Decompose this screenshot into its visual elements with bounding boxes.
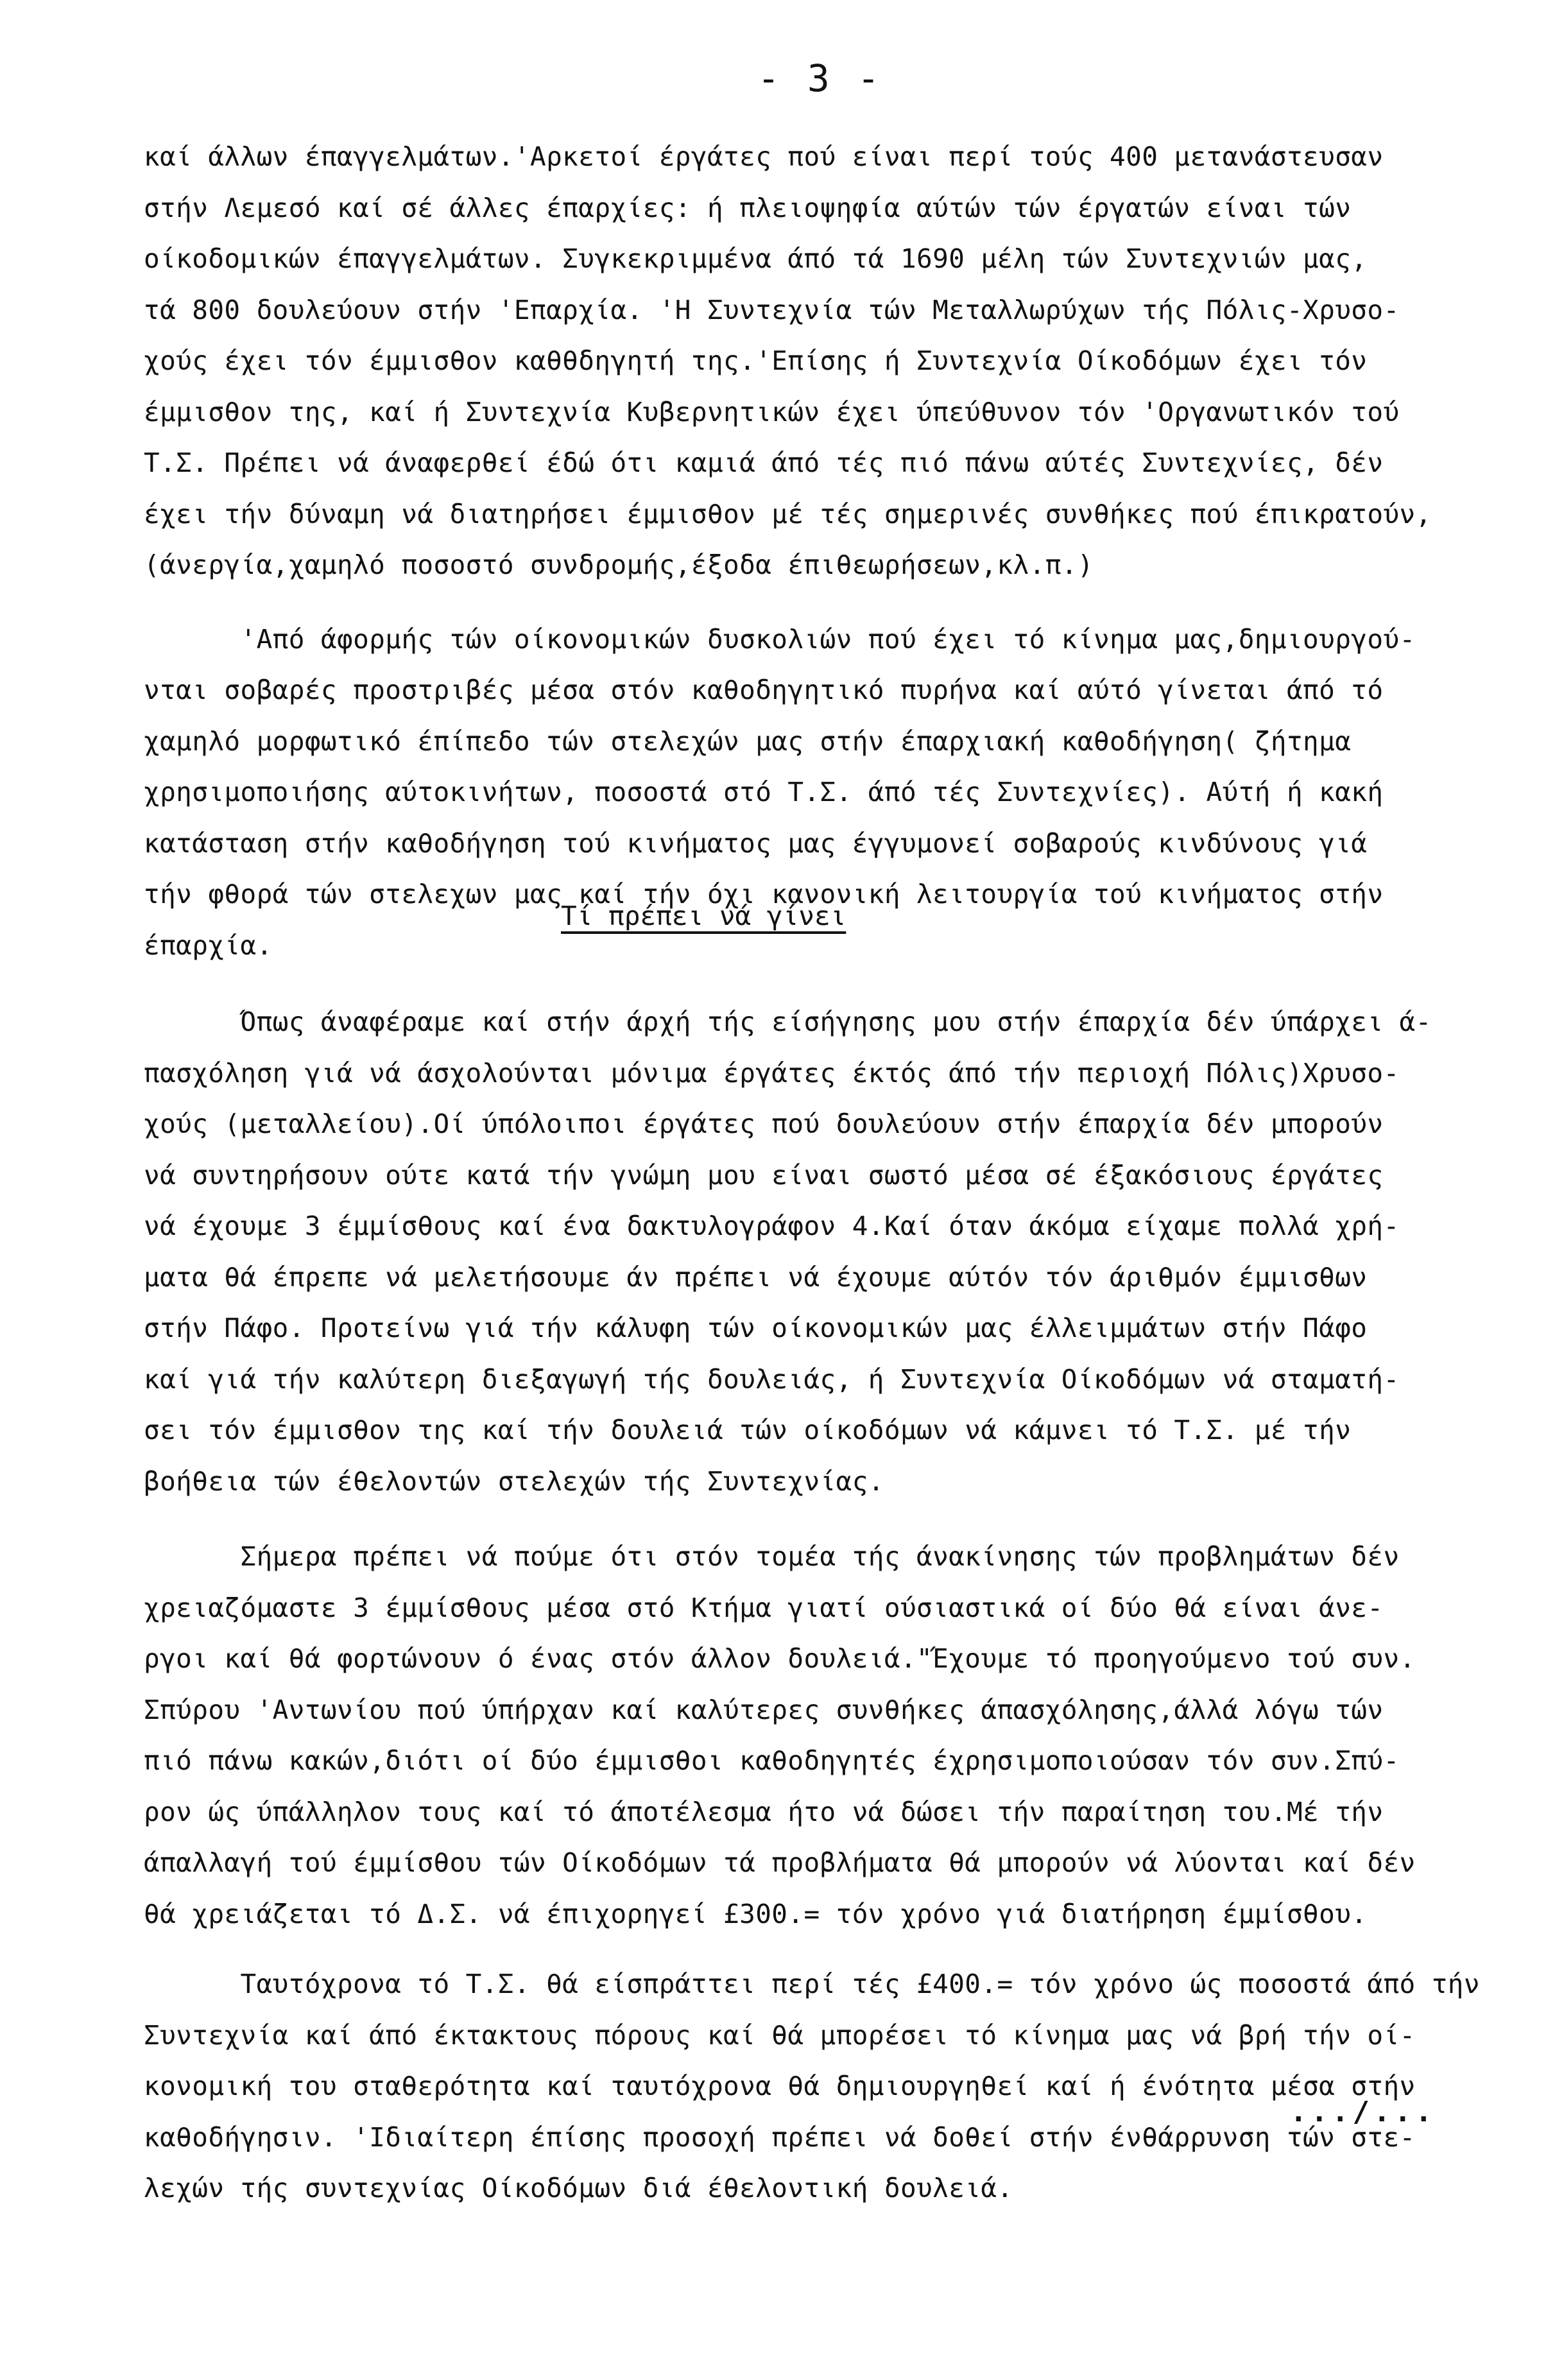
text-line: λεχών τής συντεχνίας Οίκοδόμων διά έθελοντική δουλειά. bbox=[144, 2173, 1013, 2203]
text-line: έπαρχία. bbox=[144, 929, 273, 961]
text-line: τά 800 δουλεύουν στήν 'Επαρχία. 'Η Συντεχνία τών Μεταλλωρύχων τής Πόλις-Χρυσο- bbox=[144, 294, 1400, 325]
continuation-mark: .../... bbox=[1290, 2096, 1436, 2128]
text-line: καθοδήγησιν. 'Ιδιαίτερη έπίσης προσοχή πρέπει νά δοθεί στήν ένθάρρυνση τών στε- bbox=[144, 2121, 1416, 2153]
text-line: ρον ώς ύπάλληλον τους καί τό άποτέλεσμα ήτο νά δώσει τήν παραίτηση του.Μέ τήν bbox=[144, 1796, 1384, 1827]
text-line: Συντεχνία καί άπό έκτακτους πόρους καί θά μπορέσει τό κίνημα μας νά βρή τήν οί- bbox=[144, 2019, 1416, 2051]
text-line: χρειαζόμαστε 3 έμμίσθους μέσα στό Κτήμα γιατί ούσιαστικά οί δύο θά είναι άνε- bbox=[144, 1592, 1384, 1623]
text-line: Ταυτόχρονα τό Τ.Σ. θά είσπράττει περί τές £400.= τόν χρόνο ώς ποσοστά άπό τήν bbox=[144, 1969, 1480, 1999]
text-line: καί γιά τήν καλύτερη διεξαγωγή τής δουλειάς, ή Συντεχνία Οίκοδόμων νά σταματή- bbox=[144, 1363, 1400, 1395]
text-line: χούς έχει τόν έμμισθον καθθδηγητή της.'Επίσης ή Συντεχνία Οίκοδόμων έχει τόν bbox=[144, 345, 1368, 376]
paragraph-5 bbox=[144, 1959, 1543, 2214]
text-line: έμμισθον της, καί ή Συντεχνία Κυβερνητικών έχει ύπεύθυνον τόν 'Οργανωτικόν τού bbox=[144, 396, 1400, 427]
text-line: κατάσταση στήν καθοδήγηση τού κινήματος μας έγγυμονεί σοβαρούς κινδύνους γιά bbox=[144, 827, 1368, 859]
text-line: ματα θά έπρεπε νά μελετήσουμε άν πρέπει νά έχουμε αύτόν τόν άριθμόν έμμισθων bbox=[144, 1261, 1368, 1293]
text-line: χαμηλό μορφωτικό έπίπεδο τών στελεχών μας στήν έπαρχιακή καθοδήγηση( ζήτημα bbox=[144, 725, 1352, 757]
page-number: - 3 - bbox=[757, 56, 882, 100]
text-line: Τ.Σ. Πρέπει νά άναφερθεί έδώ ότι καμιά άπό τές πιό πάνω αύτές Συντεχνίες, δέν bbox=[144, 447, 1384, 478]
text-line: τήν φθορά τών στελεχων μας καί τήν όχι κανονική λειτουργία τού κινήματος στήν bbox=[144, 879, 1384, 910]
text-line: χρησιμοποιήσης αύτοκινήτων, ποσοστά στό Τ.Σ. άπό τές Συντεχνίες). Αύτή ή κακή bbox=[144, 777, 1384, 807]
text-line: Σήμερα πρέπει νά πούμε ότι στόν τομέα τής άνακίνησης τών προβλημάτων δέν bbox=[144, 1541, 1400, 1572]
text-line: χούς (μεταλλείου).Οί ύπόλοιποι έργάτες πού δουλεύουν στήν έπαρχία δέν μπορούν bbox=[144, 1108, 1384, 1139]
text-line: Όπως άναφέραμε καί στήν άρχή τής είσήγησης μου στήν έπαρχία δέν ύπάρχει ά- bbox=[144, 1006, 1432, 1037]
text-line: πιό πάνω κακών,διότι οί δύο έμμισθοι καθοδηγητές έχρησιμοποιούσαν τόν συν.Σπύ- bbox=[144, 1745, 1400, 1776]
text-line: νται σοβαρές προστριβές μέσα στόν καθοδηγητικό πυρήνα καί αύτό γίνεται άπό τό bbox=[144, 675, 1384, 705]
text-line: οίκοδομικών έπαγγελμάτων. Συγκεκριμμένα άπό τά 1690 μέλη τών Συντεχνιών μας, bbox=[144, 243, 1368, 274]
text-line: κονομική του σταθερότητα καί ταυτόχρονα θά δημιουργηθεί καί ή ένότητα μέσα στήν bbox=[144, 2071, 1416, 2101]
text-line: στήν Λεμεσό καί σέ άλλες έπαρχίες: ή πλειοψηφία αύτών τών έργατών είναι τών bbox=[144, 192, 1352, 223]
section-heading: Τί πρέπει νά γίνει bbox=[561, 901, 846, 931]
paragraph-1 bbox=[144, 132, 1543, 591]
text-line: άπαλλαγή τού έμμίσθου τών Οίκοδόμων τά προβλήματα θά μπορούν νά λύονται καί δέν bbox=[144, 1847, 1416, 1878]
paragraph-3 bbox=[144, 997, 1543, 1507]
document-body bbox=[144, 132, 1543, 2214]
text-line: Σπύρου 'Αντωνίου πού ύπήρχαν καί καλύτερες συνθήκες άπασχόλησης,άλλά λόγω τών bbox=[144, 1694, 1384, 1725]
text-line: βοήθεια τών έθελοντών στελεχών τής Συντεχνίας. bbox=[144, 1465, 884, 1497]
text-line: ργοι καί θά φορτώνουν ό ένας στόν άλλον δουλειά."Έχουμε τό προηγούμενο τού συν. bbox=[144, 1643, 1416, 1674]
text-line: 'Από άφορμής τών οίκονομικών δυσκολιών πού έχει τό κίνημα μας,δημιουργού- bbox=[144, 623, 1416, 655]
text-line: νά έχουμε 3 έμμίσθους καί ένα δακτυλογράφον 4.Καί όταν άκόμα είχαμε πολλά χρή- bbox=[144, 1211, 1400, 1241]
text-line: νά συντηρήσουν ούτε κατά τήν γνώμη μου είναι σωστό μέσα σέ έξακόσιους έργάτες bbox=[144, 1159, 1384, 1191]
text-line: καί άλλων έπαγγελμάτων.'Αρκετοί έργάτες πού είναι περί τούς 400 μετανάστευσαν bbox=[144, 141, 1384, 172]
text-line: πασχόληση γιά νά άσχολούνται μόνιμα έργάτες έκτός άπό τήν περιοχή Πόλις)Χρυσο- bbox=[144, 1057, 1400, 1089]
paragraph-4 bbox=[144, 1531, 1543, 1940]
text-line: στήν Πάφο. Προτείνω γιά τήν κάλυφη τών οίκονομικών μας έλλειμμάτων στήν Πάφο bbox=[144, 1313, 1368, 1343]
text-line: έχει τήν δύναμη νά διατηρήσει έμμισθον μέ τές σημερινές συνθήκες πού έπικρατούν, bbox=[144, 498, 1432, 530]
text-line: (άνεργία,χαμηλό ποσοστό συνδρομής,έξοδα έπιθεωρήσεων,κλ.π.) bbox=[144, 549, 1094, 580]
text-line: σει τόν έμμισθον της καί τήν δουλειά τών οίκοδόμων νά κάμνει τό Τ.Σ. μέ τήν bbox=[144, 1415, 1352, 1445]
text-line: θά χρειάζεται τό Δ.Σ. νά έπιχορηγεί £300.= τόν χρόνο γιά διατήρηση έμμίσθου. bbox=[144, 1898, 1368, 1929]
